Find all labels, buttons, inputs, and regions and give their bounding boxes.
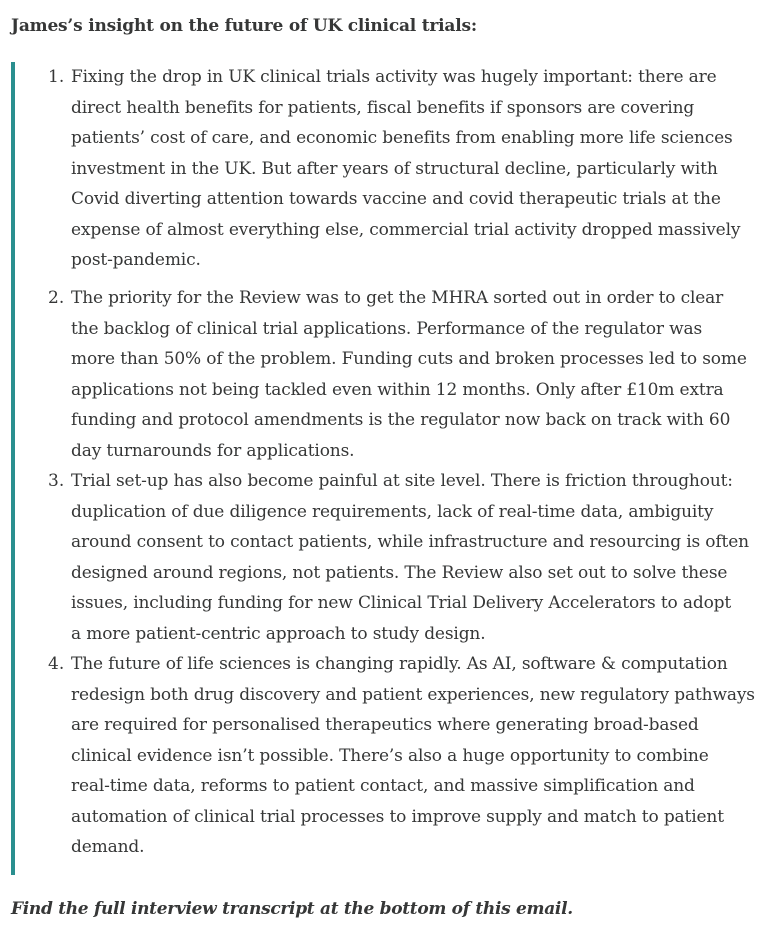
list-item-text-line: The priority for the Review was to get the MHRA sorted out in order to clear	[71, 288, 724, 308]
list-item-text-line: funding and protocol amendments is the regulator now back on track with 60	[71, 410, 731, 430]
list-item-text-line: Covid diverting attention towards vaccine and covid therapeutic trials at the	[71, 189, 721, 209]
list-item-text-line: more than 50% of the problem. Funding cuts and broken processes led to some	[71, 349, 747, 369]
list-item-text-line: Fixing the drop in UK clinical trials activity was hugely important: there are	[71, 67, 717, 87]
list-item-text-line: investment in the UK. But after years of structural decline, particularly with	[71, 158, 718, 179]
list-item-number: 1.	[48, 67, 65, 87]
list-item-text-line: expense of almost everything else, commercial trial activity dropped massively	[71, 219, 741, 240]
list-item-text-line: direct health benefits for patients, fiscal benefits if sponsors are covering	[71, 97, 695, 118]
section-heading: James’s insight on the future of UK clinical trials:	[11, 16, 477, 36]
list-item-text-line: demand.	[71, 837, 145, 857]
list-item-text-line: day turnarounds for applications.	[71, 440, 355, 461]
list-item-text-line: real-time data, reforms to patient contact, and massive simplification and	[71, 776, 695, 796]
footer-note: Find the full interview transcript at the bottom of this email.	[11, 899, 573, 919]
list-item-text-line: are required for personalised therapeutics where generating broad-based	[71, 715, 699, 735]
list-item-text-line: the backlog of clinical trial applications. Performance of the regulator was	[71, 318, 703, 339]
list-item-text-line: redesign both drug discovery and patient experiences, new regulatory pathways	[71, 684, 755, 705]
list-item-text-line: duplication of due diligence requirements, lack of real-time data, ambiguity	[71, 501, 714, 522]
list-item-number: 2.	[48, 288, 65, 308]
list-item-number: 4.	[48, 654, 65, 674]
list-item-text-line: post-pandemic.	[71, 250, 201, 270]
list-item-text-line: automation of clinical trial processes to improve supply and match to patient	[71, 806, 724, 827]
list-item-text-line: designed around regions, not patients. The Review also set out to solve these	[71, 562, 728, 583]
list-item-text-line: issues, including funding for new Clinical Trial Delivery Accelerators to adopt	[71, 593, 732, 613]
list-item-text-line: around consent to contact patients, while infrastructure and resourcing is often	[71, 532, 749, 552]
list-item-text-line: patients’ cost of care, and economic benefits from enabling more life sciences	[71, 128, 733, 148]
list-item-text-line: The future of life sciences is changing rapidly. As AI, software & computation	[71, 654, 728, 674]
list-item-text-line: Trial set-up has also become painful at site level. There is friction throughout:	[71, 471, 733, 491]
list-item-text-line: a more patient-centric approach to study design.	[71, 623, 486, 644]
list-item-text-line: applications not being tackled even within 12 months. Only after £10m extra	[71, 379, 724, 400]
blockquote-list	[11, 62, 760, 875]
list-item-text-line: clinical evidence isn’t possible. There’s also a huge opportunity to combine	[71, 745, 709, 766]
list-item-number: 3.	[48, 471, 65, 491]
